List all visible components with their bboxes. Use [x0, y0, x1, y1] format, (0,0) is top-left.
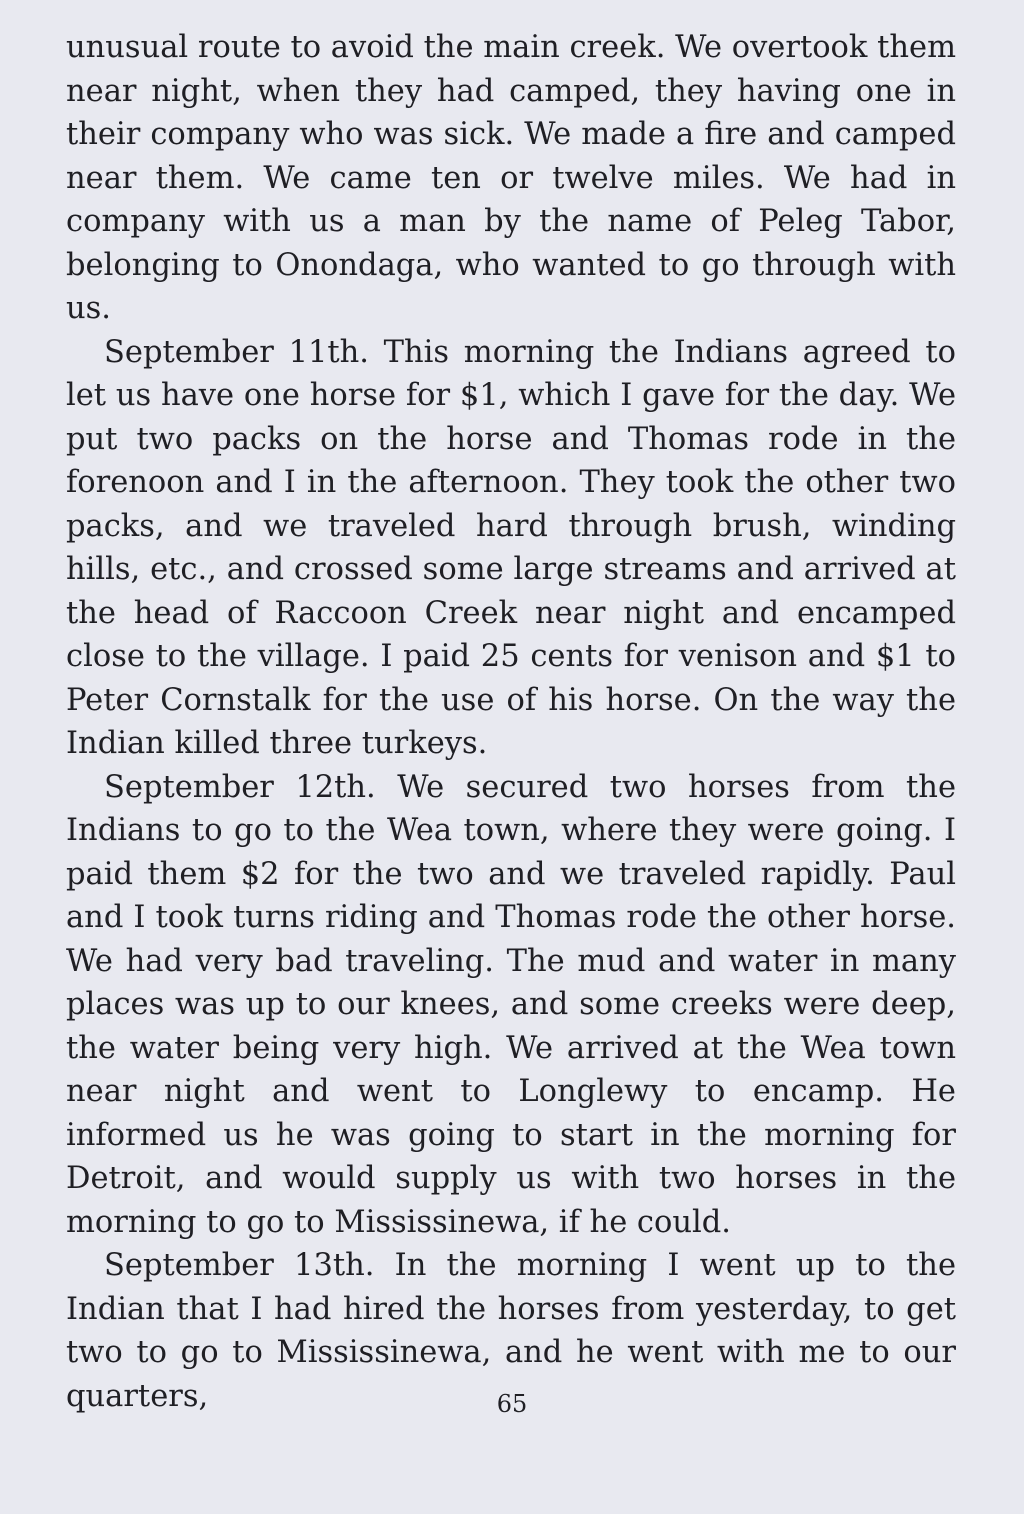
- paragraph-september-13: September 13th. In the morning I went up to the Indian that I had hired the horses from yesterday, to get two to go to Mississinewa, and he went with me to our quarters,: [66, 1248, 956, 1414]
- page-number: 65: [496, 1390, 528, 1418]
- paragraph-september-11: September 11th. This morning the Indians agreed to let us have one horse for $1, which I gave for the day. We put two packs on the horse and Thomas rode in the forenoon and I in the afternoon. They took the other two packs, and we traveled hard through brush, winding hills, etc., and crossed some large streams and arrived at the head of Raccoon Creek near night and encamped close to the village. I paid 25 cents for venison and $1 to Peter Cornstalk for the use of his horse. On the way the Indian killed three turkeys.: [66, 334, 956, 761]
- body-text: [66, 26, 956, 1418]
- paragraph-continuation: unusual route to avoid the main creek. We overtook them near night, when they had camped, they having one in their company who was sick. We made a fire and camped near them. We came ten or twelve miles. We had in company with us a man by the name of Peleg Tabor, belonging to Onondaga, who wanted to go through with us.: [66, 30, 956, 326]
- paragraph-september-12: September 12th. We secured two horses from the Indians to go to the Wea town, where they were going. I paid them $2 for the two and we traveled rapidly. Paul and I took turns riding and Thomas rode the other horse. We had very bad traveling. The mud and water in many places was up to our knees, and some creeks were deep, the water being very high. We arrived at the Wea town near night and went to Longlewy to encamp. He informed us he was going to start in the morning for Detroit, and would supply us with two horses in the morning to go to Mississinewa, if he could.: [66, 769, 956, 1240]
